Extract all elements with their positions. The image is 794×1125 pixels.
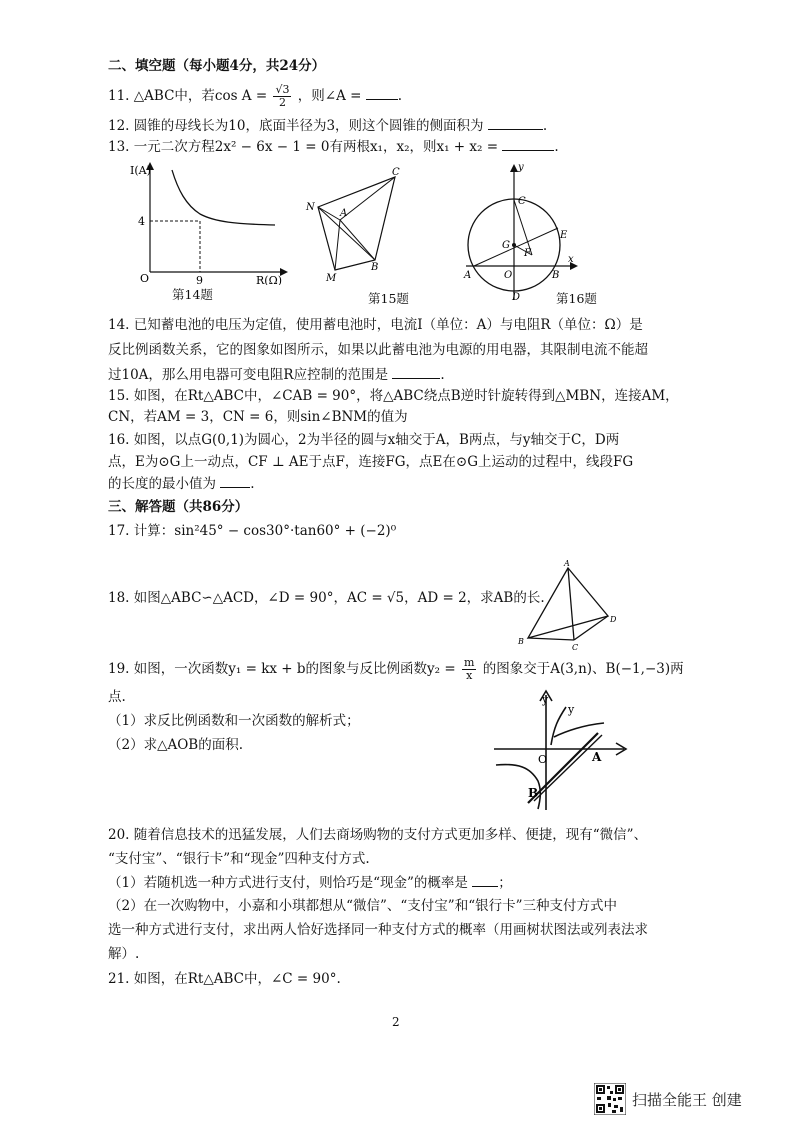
section-heading-solve: 三、解答题（共86分） [108, 499, 249, 515]
figure-19-sketch [488, 685, 633, 815]
fig14-y-axis-label: I(A) [130, 164, 151, 177]
q19-part2: （2）求△AOB的面积. [108, 737, 243, 753]
q20-line6: 解）. [108, 946, 140, 962]
question-14-line3: 过10A，那么用电器可变电阻R应控制的范围是 . [108, 367, 445, 383]
q15-line1: 15. 如图，在Rt△ABC中，∠CAB = 90°，将△ABC绕点B逆时针旋转得到△MBN，连接AM， [108, 388, 679, 404]
fig19-label-B: B [528, 786, 539, 800]
fig16-label-x: x [568, 254, 574, 265]
fig18-label-A: A [564, 560, 570, 568]
q20-line5: 选一种方式进行支付，求出两人恰好选择同一种支付方式的概率（用画树状图法或列表法求 [108, 922, 648, 938]
q16-line2: 点，E为⊙G上一动点，CF ⊥ AE于点F，连接FG，点E在⊙G上运动的过程中，线段FG [108, 454, 634, 470]
q19-part1: （1）求反比例函数和一次函数的解析式； [108, 713, 360, 729]
q19-fraction [462, 657, 476, 682]
q13-answer-blank [502, 138, 554, 151]
figure-15-diagram [300, 165, 410, 290]
q14-line3: 过10A，那么用电器可变电阻R应控制的范围是 [108, 367, 389, 383]
fig16-label-F: F [524, 248, 531, 259]
q12-answer-blank [488, 117, 543, 130]
q20-line3: （1）若随机选一种方式进行支付，则恰巧是“现金”的概率是 [108, 875, 468, 891]
q16-line1: 16. 如图，以点G(0,1)为圆心，2为半径的圆与x轴交于A，B两点，与y轴交于C，D两 [108, 432, 620, 448]
q17-text: 17. 计算：sin²45° − cos30°·tan60° + (−2)⁰ [108, 523, 397, 539]
fig16-caption: 第16题 [556, 291, 597, 306]
fig16-label-D: D [512, 292, 521, 302]
question-13: 13. 一元二次方程2x² − 6x − 1 = 0有两根x₁，x₂，则x₁ + x₂ = . [108, 139, 559, 155]
q20-line1: 20. 随着信息技术的迅猛发展，人们去商场购物的支付方式更加多样、便捷，现有“微信”、 [108, 827, 648, 843]
fig15-label-B: B [371, 262, 379, 273]
fig14-tick-y: 4 [138, 215, 145, 228]
q11-answer-blank [366, 87, 398, 100]
fig18-label-D: D [610, 615, 617, 624]
fig19-label-y-curve: y [568, 703, 575, 716]
fig15-label-N: N [306, 202, 315, 213]
q11-prefix: 11. △ABC中，若cos A = [108, 88, 268, 104]
fig16-label-A: A [464, 270, 472, 281]
question-11: 11. △ABC中，若cos A = $\frac{√3}{2}$ ，则∠A = . [108, 83, 403, 109]
fig18-label-B: B [518, 637, 524, 646]
q11-fraction [273, 84, 291, 109]
q11-frac-num: √3 [275, 83, 290, 96]
fig14-tick-x: 9 [196, 274, 203, 285]
fig16-label-y: y [518, 162, 524, 173]
fig19-label-A: A [592, 750, 602, 764]
q19-frac-num: m [463, 656, 475, 669]
page-number: 2 [392, 1015, 400, 1029]
fig16-label-B: B [552, 270, 560, 281]
fig14-caption: 第14题 [172, 287, 213, 302]
fig15-caption: 第15题 [368, 291, 409, 306]
section-heading-fill-blank: 二、填空题（每小题4分，共24分） [108, 58, 326, 74]
question-20-line3: （1）若随机选一种方式进行支付，则恰巧是“现金”的概率是 ； [108, 875, 512, 891]
question-19-line1 [108, 657, 684, 682]
q20-line4: （2）在一次购物中，小嘉和小琪都想从“微信”、“支付宝”和“银行卡”三种支付方式中 [108, 898, 617, 914]
q19-suffix: 的图象交于A(3,n)、B(−1,−3)两 [482, 661, 684, 677]
q14-answer-blank [392, 366, 440, 379]
figure-16-circle [462, 160, 582, 302]
q16-answer-blank [220, 475, 250, 488]
q15-line2: CN，若AM = 3，CN = 6，则sin∠BNM的值为 [108, 409, 408, 425]
q11-suffix: ，则∠A = [297, 88, 362, 104]
q16-line3: 的长度的最小值为 [108, 476, 216, 492]
q12-text: 12. 圆锥的母线长为10，底面半径为3，则这个圆锥的侧面积为 [108, 118, 484, 134]
q19-line2: 点. [108, 689, 126, 705]
fig18-label-C: C [572, 643, 579, 652]
figure-14-graph [120, 160, 290, 285]
fig19-label-y: y [542, 693, 549, 706]
scanner-text: 扫描全能王 创建 [632, 1090, 742, 1109]
q14-line2: 反比例函数关系，它的图象如图所示，如果以此蓄电池为电源的用电器，其限制电流不能超 [108, 342, 648, 358]
question-12: 12. 圆锥的母线长为10，底面半径为3，则这个圆锥的侧面积为 . [108, 118, 548, 134]
q20-line2: “支付宝”、“银行卡”和“现金”四种支付方式. [108, 851, 370, 867]
question-16-line3: 的长度的最小值为 . [108, 476, 255, 492]
q14-line1: 14. 已知蓄电池的电压为定值，使用蓄电池时，电流I（单位：A）与电阻R（单位：Ω）是 [108, 317, 643, 333]
scanner-watermark [594, 1082, 742, 1116]
fig15-label-C: C [392, 167, 400, 178]
fig16-label-G: G [502, 240, 510, 251]
fig16-label-O: O [504, 270, 513, 281]
fig15-label-A: A [340, 208, 348, 219]
q20-answer-blank [472, 874, 498, 887]
fig16-label-E: E [560, 230, 568, 241]
fig14-x-axis-label: R(Ω) [256, 274, 282, 285]
fig16-label-C: C [518, 196, 526, 207]
fig19-label-O: O [538, 753, 548, 766]
q11-frac-den: 2 [278, 96, 286, 109]
q18-text: 18. 如图△ABC∽△ACD，∠D = 90°，AC = √5，AD = 2，求AB的长. [108, 590, 545, 606]
fig15-label-M: M [326, 273, 337, 284]
q19-frac-den: x [466, 669, 473, 682]
q13-text: 13. 一元二次方程2x² − 6x − 1 = 0有两根x₁，x₂，则x₁ + x₂ = [108, 139, 499, 155]
qr-code-icon [594, 1083, 626, 1115]
q21-text: 21. 如图，在Rt△ABC中，∠C = 90°. [108, 971, 341, 987]
q19-prefix: 19. 如图，一次函数y₁ = kx + b的图象与反比例函数y₂ = [108, 661, 456, 677]
fig14-origin: O [140, 272, 150, 285]
figure-18-triangle [512, 560, 622, 652]
